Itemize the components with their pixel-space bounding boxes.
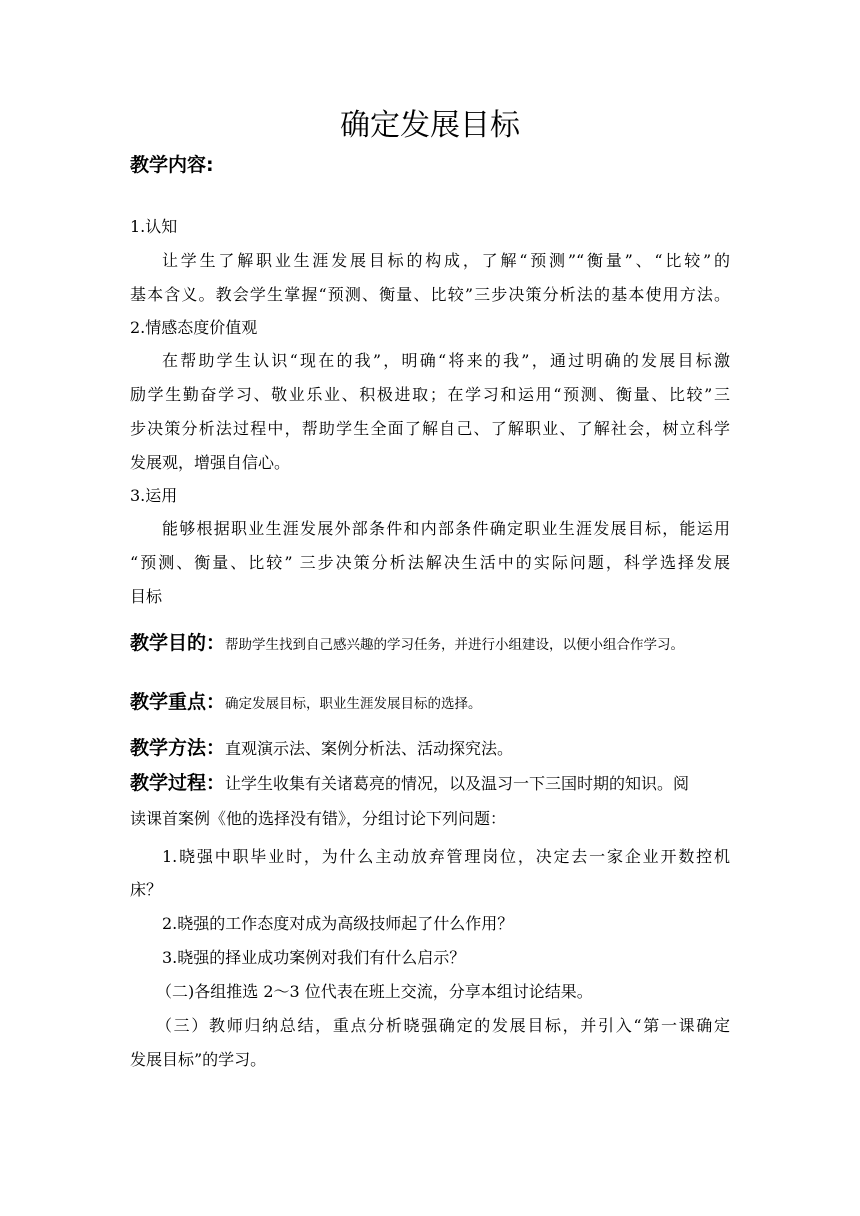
question-2: 2.晓强的工作态度对成为高级技师起了什么作用？: [162, 914, 514, 933]
method-text: 直观演示法、案例分析法、活动探究法。: [225, 739, 514, 758]
question-3: 3.晓强的择业成功案例对我们有什么启示？: [162, 948, 466, 967]
method-row: [130, 736, 513, 761]
section-1-line-2: 基本含义。教会学生掌握“预测、衡量、比较”三步决策分析法的基本使用方法。: [130, 285, 730, 304]
section-3-title: 3.运用: [130, 486, 178, 505]
process-row: [130, 771, 730, 796]
section-2-line-4: 发展观，增强自信心。: [130, 453, 291, 472]
focus-text: 确定发展目标，职业生涯发展目标的选择。: [225, 696, 482, 712]
goal-row: [130, 631, 684, 657]
goal-text: 帮助学生找到自己感兴趣的学习任务，并进行小组建设，以便小组合作学习。: [225, 637, 685, 653]
content-heading: 教学内容:: [130, 154, 214, 176]
section-1-line-1: 让学生了解职业生涯发展目标的构成，了解“预测”“衡量”、“比较”的: [162, 251, 730, 270]
section-3-line-2: “预测、衡量、比较” 三步决策分析法解决生活中的实际问题，科学选择发展: [130, 553, 730, 572]
method-label: 教学方法：: [130, 737, 226, 759]
question-1-line-1: 1.晓强中职毕业时，为什么主动放弃管理岗位，决定去一家企业开数控机: [162, 847, 730, 866]
section-3-line-3: 目标: [130, 587, 163, 606]
section-2-title: 2.情感态度价值观: [130, 318, 258, 337]
process-line-1: 让学生收集有关诸葛亮的情况，以及温习一下三国时期的知识。阅: [225, 774, 690, 793]
focus-row: [130, 690, 482, 716]
goal-label: 教学目的：: [130, 632, 226, 654]
section-2-line-3: 步决策分析法过程中，帮助学生全面了解自己、了解职业、了解社会，树立科学: [130, 419, 730, 438]
page-title: 确定发展目标: [340, 108, 520, 143]
process-step-3-line-2: 发展目标”的学习。: [130, 1050, 267, 1069]
process-line-2: 读课首案例《他的选择没有错》，分组讨论下列问题：: [130, 809, 507, 828]
section-1-title: 1.认知: [130, 217, 178, 236]
section-3-line-1: 能够根据职业生涯发展外部条件和内部条件确定职业生涯发展目标，能运用: [162, 519, 730, 538]
section-2-line-1: 在帮助学生认识“现在的我”，明确“将来的我”，通过明确的发展目标激: [162, 351, 730, 370]
process-step-2: （二)各组推选 2～3 位代表在班上交流，分享本组讨论结果。: [156, 982, 593, 1001]
question-1-line-2: 床？: [130, 880, 163, 899]
process-label: 教学过程：: [130, 772, 226, 794]
process-step-3-line-1: （三）教师归纳总结，重点分析晓强确定的发展目标，并引入“第一课确定: [156, 1016, 730, 1035]
focus-label: 教学重点：: [130, 691, 226, 713]
section-2-line-2: 励学生勤奋学习、敬业乐业、积极进取；在学习和运用“预测、衡量、比较”三: [130, 385, 730, 404]
